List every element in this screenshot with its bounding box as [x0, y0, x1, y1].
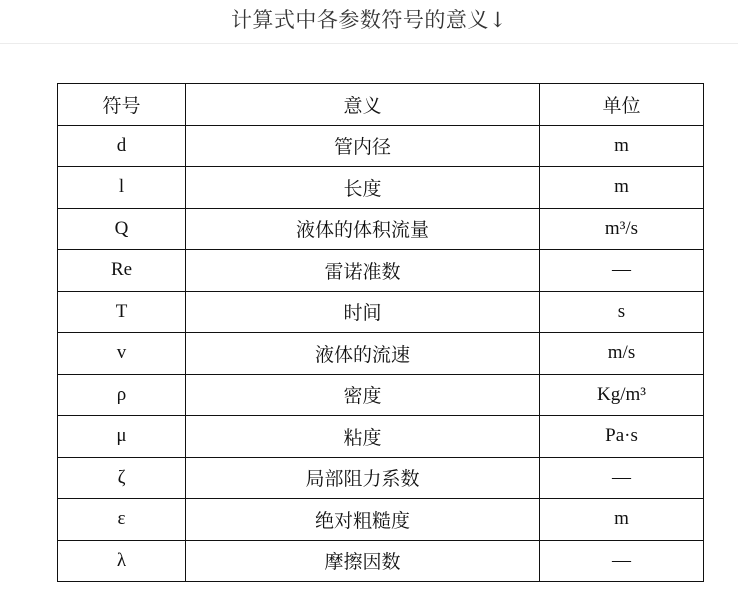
title-divider: [0, 43, 738, 44]
cell-meaning: 摩擦因数: [186, 540, 540, 582]
cell-unit: s: [540, 291, 704, 333]
cell-unit: —: [540, 457, 704, 499]
cell-symbol: d: [58, 125, 186, 167]
cell-meaning: 液体的体积流量: [186, 208, 540, 250]
table-row: [58, 250, 704, 292]
cell-symbol: ε: [58, 499, 186, 541]
header-meaning: 意义: [186, 84, 540, 126]
cell-meaning: 绝对粗糙度: [186, 499, 540, 541]
cell-meaning: 长度: [186, 167, 540, 209]
cell-symbol: v: [58, 333, 186, 375]
cell-symbol: ζ: [58, 457, 186, 499]
cell-meaning: 液体的流速: [186, 333, 540, 375]
cell-symbol: l: [58, 167, 186, 209]
cell-unit: m/s: [540, 333, 704, 375]
table-row: [58, 457, 704, 499]
cell-unit: —: [540, 540, 704, 582]
table-row: [58, 333, 704, 375]
cell-unit: Pa·s: [540, 416, 704, 458]
cell-unit: m: [540, 499, 704, 541]
cell-symbol: Re: [58, 250, 186, 292]
table-row: [58, 499, 704, 541]
table-row: [58, 416, 704, 458]
table-row: [58, 374, 704, 416]
cell-unit: Kg/m³: [540, 374, 704, 416]
table-row: [58, 291, 704, 333]
cell-unit: —: [540, 250, 704, 292]
table-header-row: [58, 84, 704, 126]
cell-meaning: 管内径: [186, 125, 540, 167]
cell-symbol: μ: [58, 416, 186, 458]
table-row: [58, 208, 704, 250]
table-row: [58, 167, 704, 209]
cell-meaning: 局部阻力系数: [186, 457, 540, 499]
header-symbol: 符号: [58, 84, 186, 126]
table-row: [58, 540, 704, 582]
header-unit: 单位: [540, 84, 704, 126]
cell-unit: m: [540, 167, 704, 209]
cell-meaning: 时间: [186, 291, 540, 333]
cell-symbol: λ: [58, 540, 186, 582]
cell-meaning: 密度: [186, 374, 540, 416]
cell-symbol: Q: [58, 208, 186, 250]
cell-unit: m: [540, 125, 704, 167]
cell-meaning: 雷诺准数: [186, 250, 540, 292]
cell-meaning: 粘度: [186, 416, 540, 458]
cell-symbol: T: [58, 291, 186, 333]
page-title: 计算式中各参数符号的意义↓: [230, 8, 508, 32]
cell-symbol: ρ: [58, 374, 186, 416]
parameter-table: [57, 83, 704, 582]
cell-unit: m³/s: [540, 208, 704, 250]
table-row: [58, 125, 704, 167]
